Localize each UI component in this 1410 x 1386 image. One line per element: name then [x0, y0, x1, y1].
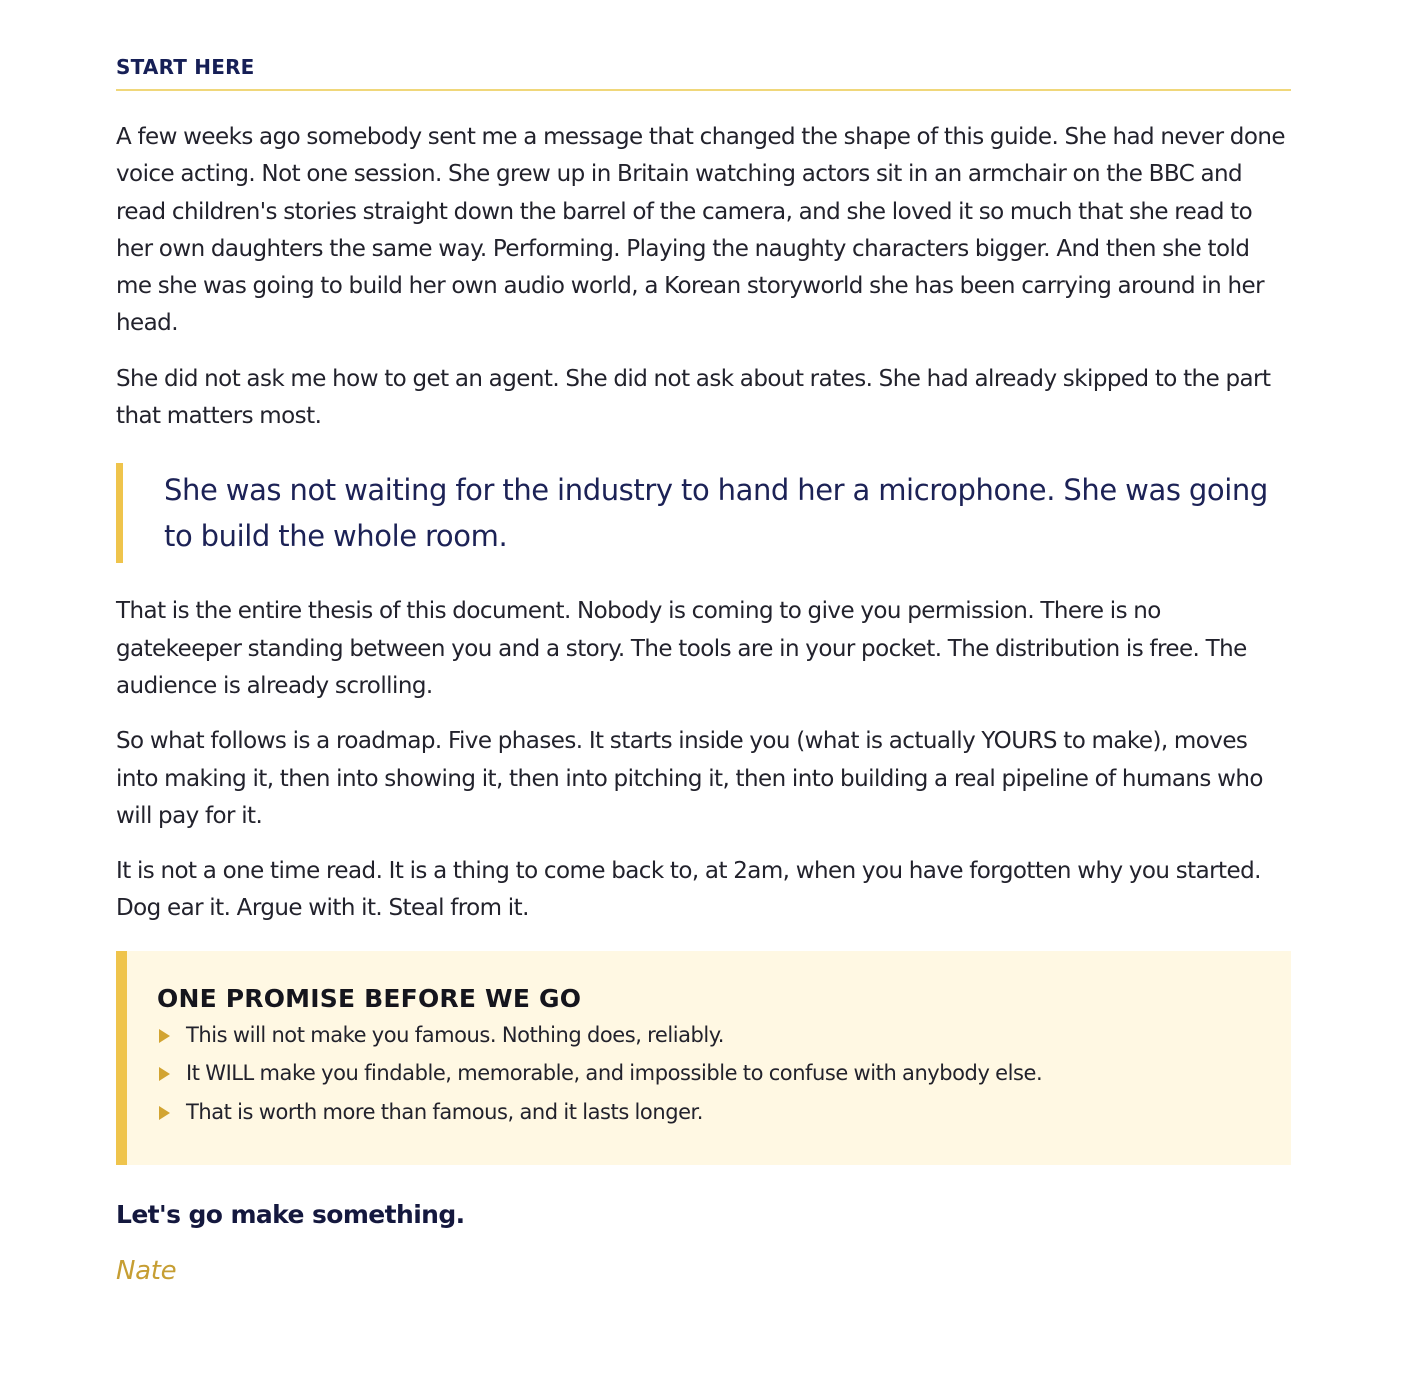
section-kicker: START HERE: [116, 54, 1291, 91]
body-paragraph-4: So what follows is a roadmap. Five phases. It starts inside you (what is actually YOURS to make), moves into making it, then into showing it, then into pitching it, then into building a real pipeline of humans who will pay for it.: [116, 728, 1263, 829]
callout-title: ONE PROMISE BEFORE WE GO: [157, 983, 582, 1013]
list-item-text: This will not make you famous. Nothing does, reliably.: [186, 1022, 725, 1047]
triangle-bullet-icon: [159, 1106, 170, 1120]
triangle-bullet-icon: [159, 1029, 170, 1043]
author-signature: Nate: [116, 1256, 177, 1287]
list-item-text: That is worth more than famous, and it lasts longer.: [186, 1099, 704, 1124]
body-paragraph-1: A few weeks ago somebody sent me a message that changed the shape of this guide. She had never done voice acting. Not one session. She grew up in Britain watching actors sit in an armchair on the BBC and read children's stories straight down the barrel of the camera, and she loved it so much that she read to her own daughters the same way. Performing. Playing the naughty characters bigger. And then she told me she was going to build her own audio world, a Korean storyworld she has been carrying around in her head.: [116, 124, 1285, 337]
triangle-bullet-icon: [159, 1067, 170, 1081]
pull-quote: She was not waiting for the industry to hand her a microphone. She was going to build the whole room.: [116, 463, 1291, 563]
body-paragraph-5: It is not a one time read. It is a thing to come back to, at 2am, when you have forgotten why you started. Dog ear it. Argue with it. Steal from it.: [116, 858, 1261, 922]
list-item: [157, 1054, 1271, 1093]
callout-list: [157, 1016, 1271, 1132]
document-page: [116, 54, 1291, 1288]
list-item: [157, 1093, 1271, 1132]
list-item-text: It WILL make you findable, memorable, and impossible to confuse with anybody else.: [186, 1061, 1043, 1086]
list-item: [157, 1016, 1271, 1055]
body-paragraph-3: That is the entire thesis of this document. Nobody is coming to give you permission. There is no gatekeeper standing between you and a story. The tools are in your pocket. The distribution is free. The audience is already scrolling.: [116, 598, 1247, 699]
closing-line: Let's go make something.: [116, 1200, 465, 1230]
body-paragraph-2: She did not ask me how to get an agent. She did not ask about rates. She had already skipped to the part that matters most.: [116, 365, 1271, 430]
promise-callout: [116, 951, 1291, 1166]
